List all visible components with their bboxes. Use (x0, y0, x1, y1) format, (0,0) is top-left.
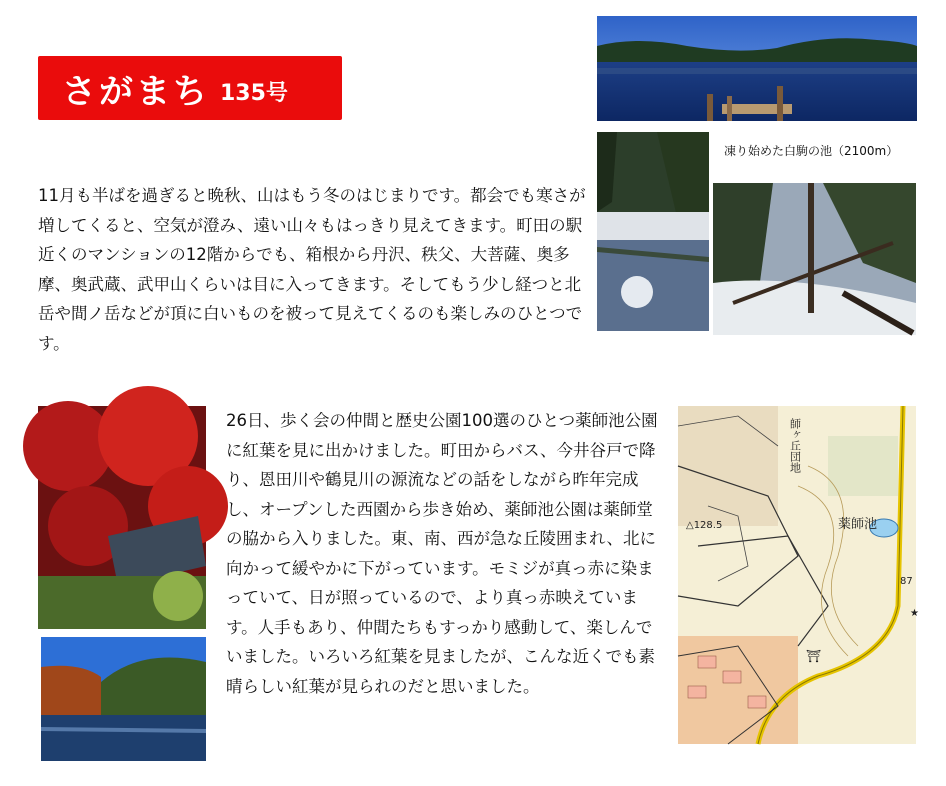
lake-pier-photo (597, 16, 917, 121)
map-shrine-symbol: ⛩ (806, 649, 822, 663)
walk-paragraph: 26日、歩く会の仲間と歴史公園100選のひとつ薬師池公園に紅葉を見に出かけました。町田からバス、今井谷戸で降り、恩田川や鶴見川の源流などの話をしながら昨年完成し、オープンした西園から歩き始め、薬師池公園は薬師堂の脇から入りました。東、南、西が急な丘陵囲まれ、北に向かって緩やかに下がっています。モミジが真っ赤に染まっていて、日が照っているので、より真っ赤映えています。人手もあり、仲間たちもすっかり感動して、楽しんでいました。いろいろ紅葉を見ましたが、こんな近くでも素晴らしい紅葉が見られのだと思いました。 (226, 411, 658, 696)
pond-autumn-photo (41, 637, 206, 761)
map-route-label: 87 (900, 576, 913, 587)
frozen-pond-photo (597, 132, 709, 331)
map-pond-label: 薬師池 (838, 517, 878, 532)
map-area-label: 師ヶ丘団地 (788, 418, 802, 473)
title-banner (38, 56, 342, 120)
map-elevation-label: △128.5 (686, 520, 723, 531)
red-maple-photo (38, 406, 206, 629)
newsletter-title: さがまち (62, 71, 210, 112)
intro-paragraph: 11月も半ばを過ぎると晩秋、山はもう冬のはじまりです。都会でも寒さが増してくると、空気が澄み、遠い山々もはっきり見えてきます。町田の駅近くのマンションの12階からでも、箱根から丹沢、秩父、大菩薩、奥多摩、奥武蔵、武甲山くらいは目に入ってきます。そしてもう少し経つと北岳や間ノ岳などが頂に白いものを被って見えてくるのも楽しみのひとつです。 (38, 186, 586, 353)
map-star-symbol: ★ (910, 608, 919, 619)
photo-caption: 凍り始めた白駒の池（2100m） (724, 144, 899, 158)
snowy-forest-photo (713, 183, 916, 335)
issue-number: 135号 (220, 80, 288, 106)
park-map (678, 406, 919, 744)
